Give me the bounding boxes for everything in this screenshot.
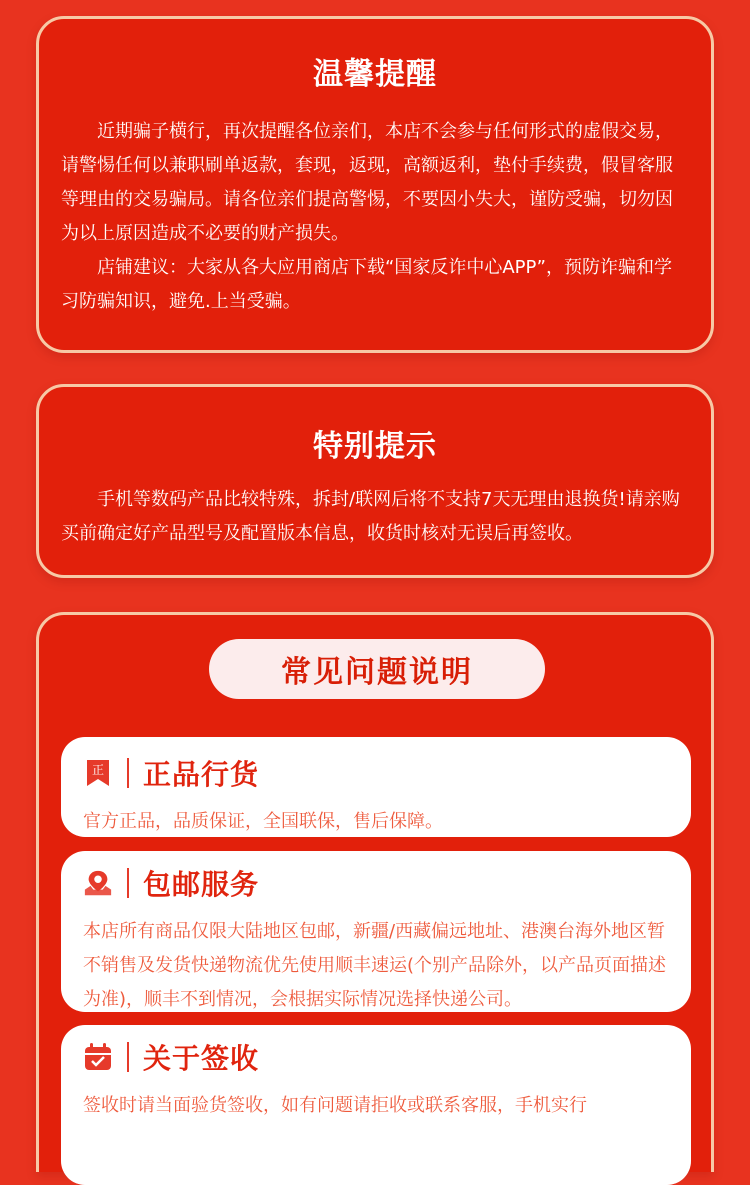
divider xyxy=(127,1042,129,1072)
faq-item-header xyxy=(83,737,669,805)
svg-text:正: 正 xyxy=(91,763,105,777)
divider xyxy=(127,758,129,788)
faq-item-text: 官方正品，品质保证，全国联保，售后保障。 xyxy=(83,811,443,832)
faq-item-signing xyxy=(61,1025,691,1185)
special-notice-card xyxy=(36,384,714,578)
divider xyxy=(127,868,129,898)
faq-card xyxy=(36,612,714,1172)
faq-item-text: 本店所有商品仅限大陆地区包邮，新疆/西藏偏远地址、港澳台海外地区暂不销售及发货快递物流优先使用顺丰速运(个别产品除外，以产品页面描述为准)，顺丰不到情况，会根据实际情况选择快递公司。 xyxy=(83,921,667,1010)
faq-item-shipping xyxy=(61,851,691,1012)
faq-item-name: 正品行货 xyxy=(143,758,260,791)
faq-item-genuine xyxy=(61,737,691,837)
special-text: 手机等数码产品比较特殊，拆封/联网后将不支持7天无理由退换货!请亲购买前确定好产品型号及配置版本信息，收货时核对无误后再签收。 xyxy=(61,489,680,544)
warning-paragraph-1: 近期骗子横行，再次提醒各位亲们，本店不会参与任何形式的虚假交易，请警惕任何以兼职刷单返款，套现，返现，高额返利，垫付手续费，假冒客服等理由的交易骗局。请各位亲们提高警惕，不要因小失大，谨防受骗，切勿因为以上原因造成不必要的财产损失。 xyxy=(61,121,673,244)
faq-item-header xyxy=(83,851,669,915)
warning-paragraph-2: 店铺建议：大家从各大应用商店下载“国家反诈中心APP”，预防诈骗和学习防骗知识，避免.上当受骗。 xyxy=(61,257,673,312)
faq-item-text: 签收时请当面验货签收，如有问题请拒收或联系客服，手机实行 xyxy=(83,1095,587,1116)
faq-item-header xyxy=(83,1025,669,1089)
warning-card xyxy=(36,16,714,353)
calendar-check-icon xyxy=(83,1042,113,1072)
special-title: 特别提示 xyxy=(313,429,437,464)
genuine-badge-icon xyxy=(83,758,113,788)
faq-item-name: 包邮服务 xyxy=(143,868,260,901)
faq-title: 常见问题说明 xyxy=(209,639,545,699)
faq-item-name: 关于签收 xyxy=(143,1042,260,1075)
location-pin-icon xyxy=(83,868,113,898)
warning-title: 温馨提醒 xyxy=(313,57,437,92)
